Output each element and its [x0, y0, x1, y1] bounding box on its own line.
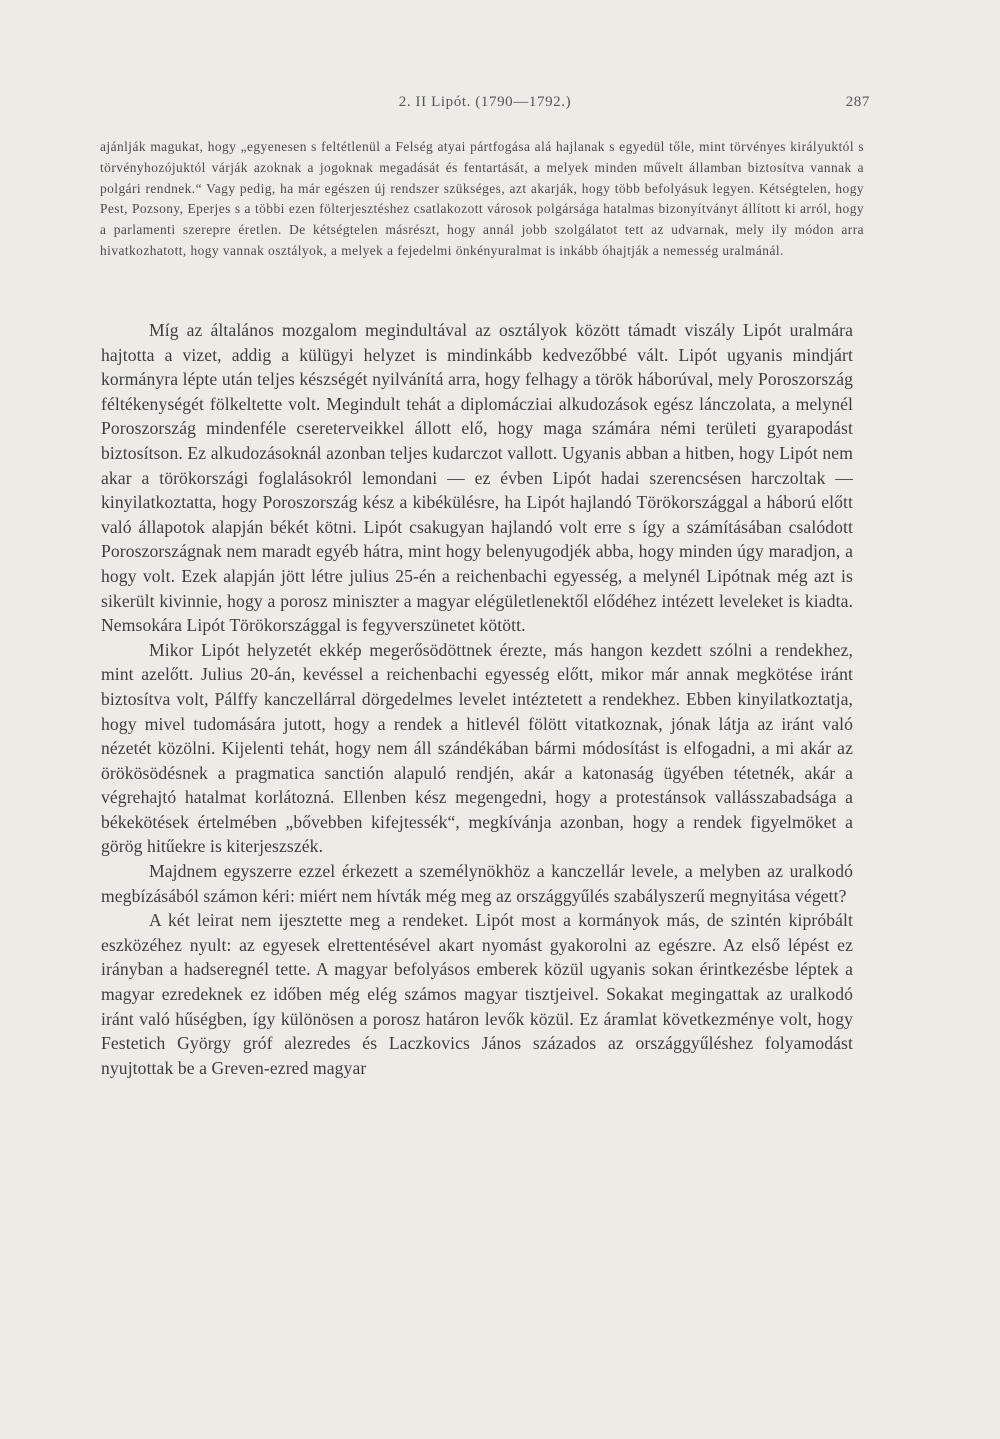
main-text: [101, 318, 853, 1080]
chapter-title: 2. II Lipót. (1790—1792.): [398, 94, 572, 110]
page-number: 287: [845, 94, 870, 110]
small-print-paragraph: ajánlják magukat, hogy „egyenesen s feltétlenül a Felség atyai pártfogása alá hajlanak s egyedül tőle, mint törvényes királyuktól s törvényhozójuktól várják azoknak a jogoknak megadását és fentartását, a melyek minden művelt államban biztosítva vannak a polgári rendnek.“ Vagy pedig, ha már egészen új rendszer szükséges, azt akarják, hogy több befolyásuk legyen. Kétségtelen, hogy Pest, Pozsony, Eperjes s a többi ezen fölterjesztéshez csatlakozott városok polgársága hatalmas bizonyítványt állított ki arról, hogy a parlamenti szerepre éretlen. De kétségtelen másrészt, hogy annál jobb szolgálatot tett az udvarnak, mely ily módon arra hivatkozhatott, hogy vannak osztályok, a melyek a fejedelmi önkényuralmat is inkább óhajtják a nemesség uralmánál.: [100, 139, 864, 258]
paragraph-4: A két leirat nem ijesztette meg a rendeket. Lipót most a kormányok más, de szintén kipróbált eszközéhez nyult: az egyesek elrettentésével akart nyomást gyakorolni az egészre. Az első lépést ez irányban a hadseregnél tette. A magyar befolyásos emberek közül ugyanis sokan érintkezésbe léptek a magyar ezredeknek ez időben még elég számos magyar tisztjeivel. Sokakat megingattak az uralkodó iránt való hűségben, így különösen a porosz határon levők közül. Ez áramlat következménye volt, hogy Festetich György gróf alezredes és Laczkovics János százados az országgyűléshez folyamodást nyujtottak be a Greven-ezred magyar: [101, 910, 853, 1078]
footnote-block: [100, 137, 864, 262]
paragraph-2: Mikor Lipót helyzetét ekkép megerősödöttnek érezte, más hangon kezdett szólni a rendekhez, mint azelőtt. Julius 20-án, kevéssel a reichenbachi egyesség előtt, mikor már annak megkötése iránt biztosítva volt, Pálffy kanczellárral dörgedelmes levelet intéztetett a rendekhez. Ebben kinyilatkoztatja, hogy mivel tudomására jutott, hogy a rendek a hitlevél fölött vitatkoznak, jónak látja az iránt való nézetét közölni. Kijelenti tehát, hogy nem áll szándékában bármi módosítást is elfogadni, a mi akár az örökösödésnek a pragmatica sanctión alapuló rendjén, akár a katonaság ügyében tétetnék, akár a végrehajtó hatalmat korlátozná. Ellenben kész megengedni, hogy a protestánsok vallásszabadsága a békekötések értelmében „bővebben kifejtessék“, megkívánja azonban, hogy a rendek figyelmöket a görög hitűekre is kiterjeszszék.: [101, 639, 853, 857]
paragraph-1: Míg az általános mozgalom megindultával az osztályok között támadt viszály Lipót uralmára hajtotta a vizet, addig a külügyi helyzet is mindinkább kedvezőbbé vált. Lipót ugyanis mindjárt kormányra lépte után teljes készségét nyilvánítá arra, hogy felhagy a török háborúval, mely Poroszország féltékenységét fölkeltette volt. Megindult tehát a diplomácziai alkudozások egész lánczolata, a melynél Poroszország mindenféle csereterveikkel állott elő, hogy maga számára némi területi gyarapodást biztosítson. Ez alkudozásoknál azonban teljes kudarczot vallott. Ugyanis abban a hitben, hogy Lipót nem akar a törökországi foglalásokról lemondani — ez évben Lipót hadai szerencsésen harczoltak — kinyilatkoztatta, hogy Poroszország kész a kibékülésre, ha Lipót hajlandó Törökországgal a háború előtt való állapotok alapján békét kötni. Lipót csakugyan hajlandó volt erre s így a számításában csalódott Poroszországnak nem maradt egyéb hátra, mint hogy belenyugodjék abba, hogy minden úgy maradjon, a hogy volt. Ezek alapján jött létre julius 25-én a reichenbachi egyesség, a melynél Lipótnak még azt is sikerült kivinnie, hogy a porosz miniszter a magyar elégületlenektől elődéhez intézett leveleket is kiadta. Nemsokára Lipót Törökországgal is fegyverszünetet kötött.: [101, 320, 853, 636]
paragraph-3: Majdnem egyszerre ezzel érkezett a személynökhöz a kanczellár levele, a melyben az uralkodó megbízásából számon kéri: miért nem hívták még meg az országgyűlés szabályszerű megnyitása végett?: [101, 861, 853, 906]
running-header: [100, 94, 870, 116]
